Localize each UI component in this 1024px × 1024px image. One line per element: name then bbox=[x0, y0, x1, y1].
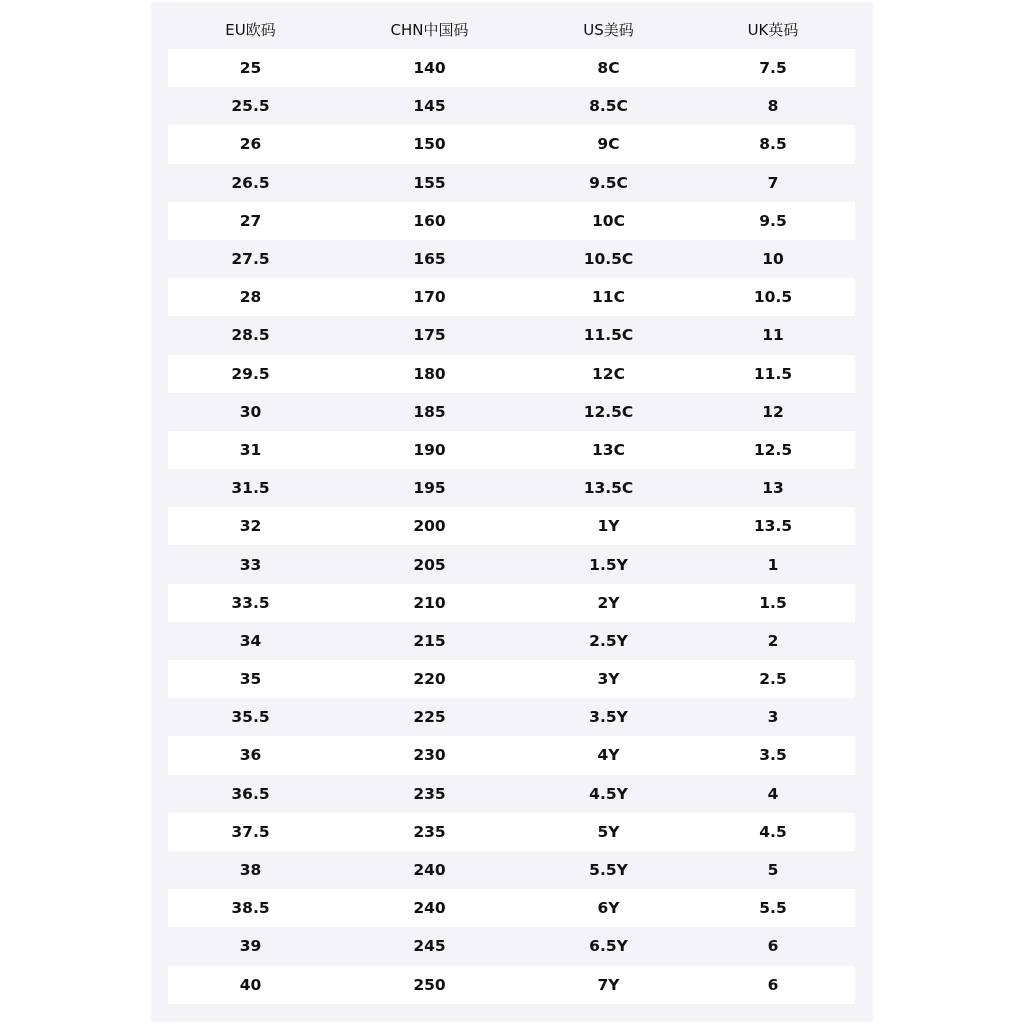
eu-size-cell: 38 bbox=[239, 861, 262, 880]
chn-size-cell: 235 bbox=[413, 784, 446, 803]
table-row bbox=[168, 698, 855, 736]
uk-size-cell: 12 bbox=[762, 402, 784, 421]
table-row bbox=[168, 49, 855, 87]
table-row bbox=[168, 393, 855, 431]
us-size-cell: 11.5C bbox=[583, 326, 634, 345]
eu-size-cell: 34 bbox=[239, 631, 262, 650]
chn-size-cell: 200 bbox=[413, 517, 446, 536]
header-us: US美码 bbox=[583, 20, 634, 39]
eu-size-cell: 27 bbox=[239, 211, 262, 230]
uk-size-cell: 2 bbox=[767, 631, 779, 650]
eu-size-cell: 38.5 bbox=[231, 899, 270, 918]
uk-size-cell: 8.5 bbox=[759, 135, 787, 154]
table-row bbox=[168, 240, 855, 278]
chn-size-cell: 235 bbox=[413, 822, 446, 841]
chn-size-cell: 220 bbox=[413, 670, 446, 689]
uk-size-cell: 6 bbox=[767, 937, 779, 956]
us-size-cell: 4.5Y bbox=[589, 784, 628, 803]
table-row bbox=[168, 431, 855, 469]
uk-size-cell: 11.5 bbox=[753, 364, 793, 383]
chn-size-cell: 175 bbox=[413, 326, 446, 345]
chn-size-cell: 240 bbox=[413, 861, 446, 880]
table-row bbox=[168, 966, 855, 1004]
table-row bbox=[168, 622, 855, 660]
table-row bbox=[168, 202, 855, 240]
eu-size-cell: 25 bbox=[239, 59, 262, 78]
eu-size-cell: 37.5 bbox=[231, 822, 270, 841]
uk-size-cell: 13.5 bbox=[753, 517, 793, 536]
eu-size-cell: 32 bbox=[239, 517, 262, 536]
us-size-cell: 4Y bbox=[597, 746, 620, 765]
table-row bbox=[168, 355, 855, 393]
header-chn: CHN中国码 bbox=[390, 20, 469, 39]
chn-size-cell: 160 bbox=[413, 211, 446, 230]
us-size-cell: 10.5C bbox=[583, 250, 634, 269]
eu-size-cell: 28.5 bbox=[231, 326, 270, 345]
eu-size-cell: 39 bbox=[239, 937, 262, 956]
uk-size-cell: 11 bbox=[762, 326, 784, 345]
us-size-cell: 11C bbox=[592, 288, 625, 307]
uk-size-cell: 7 bbox=[767, 173, 779, 192]
us-size-cell: 7Y bbox=[597, 975, 620, 994]
table-row bbox=[168, 584, 855, 622]
uk-size-cell: 3 bbox=[767, 708, 779, 727]
us-size-cell: 3Y bbox=[597, 670, 620, 689]
chn-size-cell: 215 bbox=[413, 631, 446, 650]
us-size-cell: 9C bbox=[597, 135, 620, 154]
us-size-cell: 10C bbox=[592, 211, 625, 230]
eu-size-cell: 29.5 bbox=[231, 364, 270, 383]
uk-size-cell: 2.5 bbox=[759, 670, 787, 689]
table-row bbox=[168, 278, 855, 316]
eu-size-cell: 27.5 bbox=[231, 250, 270, 269]
chn-size-cell: 145 bbox=[413, 97, 446, 116]
chn-size-cell: 165 bbox=[413, 250, 446, 269]
us-size-cell: 1.5Y bbox=[589, 555, 628, 574]
eu-size-cell: 28 bbox=[239, 288, 262, 307]
chn-size-cell: 225 bbox=[413, 708, 446, 727]
us-size-cell: 13C bbox=[592, 440, 625, 459]
table-row bbox=[168, 87, 855, 125]
header-eu: EU欧码 bbox=[225, 20, 276, 39]
eu-size-cell: 31.5 bbox=[231, 479, 270, 498]
us-size-cell: 2Y bbox=[597, 593, 620, 612]
chn-size-cell: 245 bbox=[413, 937, 446, 956]
size-table-body bbox=[168, 49, 855, 1004]
uk-size-cell: 6 bbox=[767, 975, 779, 994]
eu-size-cell: 25.5 bbox=[231, 97, 270, 116]
chn-size-cell: 210 bbox=[413, 593, 446, 612]
uk-size-cell: 5 bbox=[767, 861, 779, 880]
us-size-cell: 1Y bbox=[597, 517, 620, 536]
table-row bbox=[168, 813, 855, 851]
uk-size-cell: 3.5 bbox=[759, 746, 787, 765]
table-row bbox=[168, 507, 855, 545]
table-row bbox=[168, 469, 855, 507]
chn-size-cell: 185 bbox=[413, 402, 446, 421]
eu-size-cell: 33 bbox=[239, 555, 262, 574]
table-row bbox=[168, 736, 855, 774]
eu-size-cell: 30 bbox=[239, 402, 262, 421]
eu-size-cell: 36 bbox=[239, 746, 262, 765]
uk-size-cell: 5.5 bbox=[759, 899, 787, 918]
table-row bbox=[168, 125, 855, 163]
us-size-cell: 13.5C bbox=[583, 479, 634, 498]
chn-size-cell: 180 bbox=[413, 364, 446, 383]
uk-size-cell: 8 bbox=[767, 97, 779, 116]
uk-size-cell: 10.5 bbox=[753, 288, 793, 307]
chn-size-cell: 195 bbox=[413, 479, 446, 498]
chn-size-cell: 250 bbox=[413, 975, 446, 994]
eu-size-cell: 26 bbox=[239, 135, 262, 154]
table-row bbox=[168, 851, 855, 889]
us-size-cell: 12C bbox=[592, 364, 625, 383]
us-size-cell: 5Y bbox=[597, 822, 620, 841]
uk-size-cell: 13 bbox=[762, 479, 784, 498]
us-size-cell: 6.5Y bbox=[589, 937, 628, 956]
uk-size-cell: 10 bbox=[762, 250, 784, 269]
us-size-cell: 6Y bbox=[597, 899, 620, 918]
chn-size-cell: 155 bbox=[413, 173, 446, 192]
eu-size-cell: 35.5 bbox=[231, 708, 270, 727]
chn-size-cell: 205 bbox=[413, 555, 446, 574]
table-row bbox=[168, 775, 855, 813]
chn-size-cell: 190 bbox=[413, 440, 446, 459]
chn-size-cell: 150 bbox=[413, 135, 446, 154]
us-size-cell: 12.5C bbox=[583, 402, 634, 421]
table-header bbox=[168, 10, 855, 48]
chn-size-cell: 240 bbox=[413, 899, 446, 918]
uk-size-cell: 7.5 bbox=[759, 59, 787, 78]
us-size-cell: 2.5Y bbox=[589, 631, 628, 650]
uk-size-cell: 4.5 bbox=[759, 822, 787, 841]
eu-size-cell: 31 bbox=[239, 440, 262, 459]
eu-size-cell: 40 bbox=[239, 975, 262, 994]
eu-size-cell: 26.5 bbox=[231, 173, 270, 192]
uk-size-cell: 4 bbox=[767, 784, 779, 803]
uk-size-cell: 1.5 bbox=[759, 593, 787, 612]
table-row bbox=[168, 660, 855, 698]
chn-size-cell: 230 bbox=[413, 746, 446, 765]
us-size-cell: 9.5C bbox=[589, 173, 628, 192]
uk-size-cell: 1 bbox=[767, 555, 779, 574]
uk-size-cell: 9.5 bbox=[759, 211, 787, 230]
eu-size-cell: 33.5 bbox=[231, 593, 270, 612]
us-size-cell: 8C bbox=[597, 59, 620, 78]
table-row bbox=[168, 316, 855, 354]
chn-size-cell: 140 bbox=[413, 59, 446, 78]
table-row bbox=[168, 927, 855, 965]
us-size-cell: 3.5Y bbox=[589, 708, 628, 727]
us-size-cell: 5.5Y bbox=[589, 861, 628, 880]
table-row bbox=[168, 889, 855, 927]
table-row bbox=[168, 164, 855, 202]
table-row bbox=[168, 545, 855, 583]
header-uk: UK英码 bbox=[747, 20, 799, 39]
eu-size-cell: 36.5 bbox=[231, 784, 270, 803]
uk-size-cell: 12.5 bbox=[753, 440, 793, 459]
chn-size-cell: 170 bbox=[413, 288, 446, 307]
us-size-cell: 8.5C bbox=[589, 97, 628, 116]
eu-size-cell: 35 bbox=[239, 670, 262, 689]
